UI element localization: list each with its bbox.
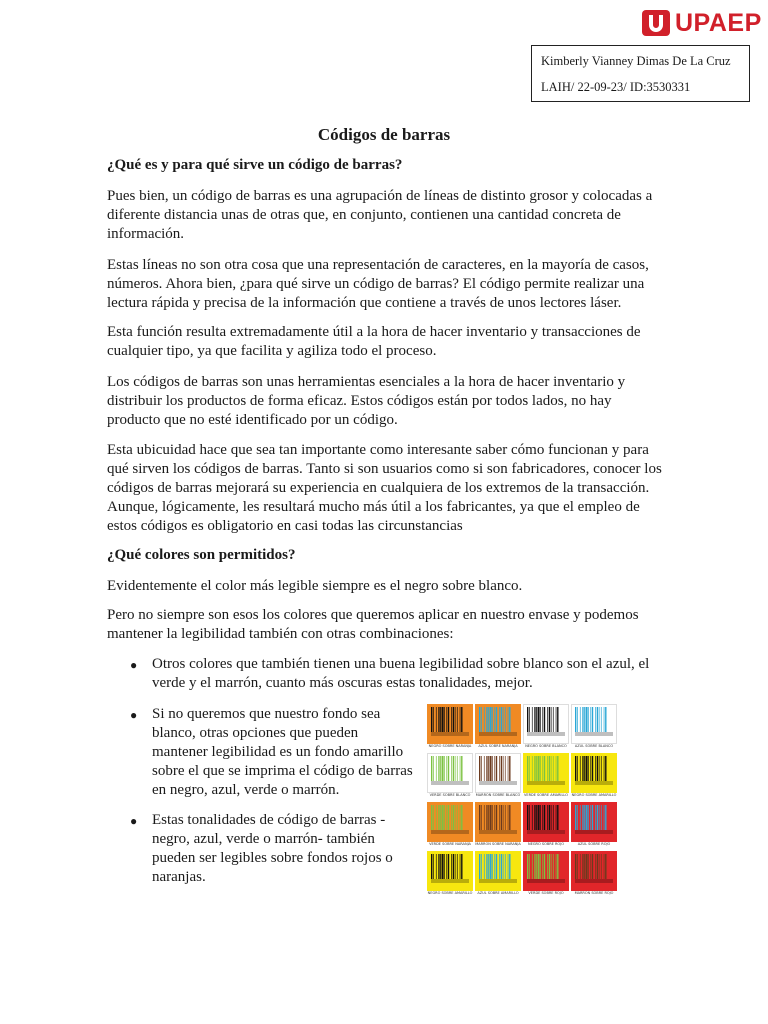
barcode-swatch bbox=[523, 704, 569, 744]
author-name: Kimberly Vianney Dimas De La Cruz bbox=[541, 54, 731, 68]
barcode-sample bbox=[523, 704, 569, 752]
barcode-swatch bbox=[427, 802, 473, 842]
barcode-bars-icon bbox=[527, 854, 565, 879]
barcode-sample bbox=[571, 753, 617, 801]
logo-text: UPAEP bbox=[675, 9, 762, 37]
barcode-sample bbox=[523, 802, 569, 850]
barcode-swatch bbox=[427, 753, 473, 793]
barcode-swatch bbox=[571, 851, 617, 891]
barcode-caption: NEGRO SOBRE ROJO bbox=[528, 842, 564, 846]
barcode-caption: AZUL SOBRE BLANCO bbox=[574, 744, 614, 748]
upaep-u-icon bbox=[642, 10, 670, 36]
barcode-swatch bbox=[523, 851, 569, 891]
barcode-caption: VERDE SOBRE ROJO bbox=[528, 891, 564, 895]
barcode-swatch bbox=[475, 851, 521, 891]
barcode-bars-icon bbox=[527, 707, 565, 732]
barcode-number-strip bbox=[527, 781, 565, 785]
barcode-sample bbox=[427, 704, 473, 752]
bullet-marker: ● bbox=[130, 814, 138, 828]
barcode-bars-icon bbox=[575, 756, 613, 781]
barcode-swatch bbox=[571, 802, 617, 842]
paragraph-1: Pues bien, un código de barras es una agrupación de líneas de distinto grosor y colocadas a diferente distancia unas de otras que, en conjunto, contienen una cantidad concreta de información. bbox=[107, 188, 653, 242]
barcode-number-strip bbox=[527, 830, 565, 834]
barcode-sample bbox=[523, 851, 569, 899]
barcode-number-strip bbox=[431, 781, 469, 785]
upaep-logo bbox=[642, 9, 762, 37]
barcode-swatch bbox=[427, 851, 473, 891]
barcode-bars-icon bbox=[479, 805, 517, 830]
barcode-sample bbox=[475, 704, 521, 752]
section-heading-1: ¿Qué es y para qué sirve un código de barras? bbox=[107, 157, 403, 173]
document-title: Códigos de barras bbox=[317, 125, 451, 144]
barcode-bars-icon bbox=[575, 707, 613, 732]
barcode-sample bbox=[571, 851, 617, 899]
barcode-number-strip bbox=[527, 732, 565, 736]
bullet-item-3: Estas tonalidades de código de barras - negro, azul, verde o marrón- también pueden ser legibles sobre fondos rojos o naranjas. bbox=[152, 812, 393, 885]
barcode-number-strip bbox=[575, 781, 613, 785]
bullet-item-1: Otros colores que también tienen una buena legibilidad sobre blanco son el azul, el verde y el marrón, cuanto más oscuras estas tonalidades, mejor. bbox=[152, 656, 650, 691]
bullet-marker: ● bbox=[130, 658, 138, 672]
barcode-swatch bbox=[475, 704, 521, 744]
author-info-box bbox=[531, 45, 750, 102]
barcode-caption: MARRÓN SOBRE NARANJA bbox=[475, 842, 521, 846]
paragraph-6: Evidentemente el color más legible siempre es el negro sobre blanco. bbox=[107, 578, 523, 594]
barcode-bars-icon bbox=[431, 805, 469, 830]
barcode-sample bbox=[475, 753, 521, 801]
barcode-sample bbox=[427, 753, 473, 801]
barcode-number-strip bbox=[527, 879, 565, 883]
barcode-caption: VERDE SOBRE NARANJA bbox=[429, 842, 471, 846]
barcode-bars-icon bbox=[527, 805, 565, 830]
barcode-bars-icon bbox=[431, 707, 469, 732]
barcode-number-strip bbox=[479, 732, 517, 736]
barcode-caption: VERDE SOBRE AMARILLO bbox=[524, 793, 568, 797]
barcode-caption: AZUL SOBRE ROJO bbox=[577, 842, 611, 846]
barcode-swatch bbox=[523, 802, 569, 842]
barcode-bars-icon bbox=[527, 756, 565, 781]
barcode-caption: NEGRO SOBRE AMARILLO bbox=[571, 793, 617, 797]
barcode-sample bbox=[571, 802, 617, 850]
barcode-sample bbox=[475, 851, 521, 899]
barcode-swatch bbox=[571, 704, 617, 744]
barcode-number-strip bbox=[575, 830, 613, 834]
barcode-swatch bbox=[427, 704, 473, 744]
author-meta: LAIH/ 22-09-23/ ID:3530331 bbox=[541, 80, 691, 94]
barcode-bars-icon bbox=[479, 756, 517, 781]
bullet-item-2: Si no queremos que nuestro fondo sea blanco, otras opciones que pueden mantener legibilidad es un fondo amarillo sobre el que se imprima el código de barras en negro, azul, verde o marrón. bbox=[152, 706, 413, 798]
barcode-bars-icon bbox=[479, 854, 517, 879]
barcode-swatch bbox=[475, 802, 521, 842]
barcode-caption: MARRÓN SOBRE ROJO bbox=[574, 891, 614, 895]
section-heading-2: ¿Qué colores son permitidos? bbox=[107, 547, 296, 563]
paragraph-2: Estas líneas no son otra cosa que una representación de caracteres, en la mayoría de casos, números. Ahora bien, ¿para qué sirve un código de barras? El código permite realizar una lectura rápida y precisa de la información que contiene a través de unos lectores láser. bbox=[107, 257, 649, 311]
barcode-sample bbox=[475, 802, 521, 850]
paragraph-3: Esta función resulta extremadamente útil a la hora de hacer inventario y transacciones de cualquier tipo, ya que facilita y agiliza todo el proceso. bbox=[107, 324, 641, 359]
barcode-bars-icon bbox=[431, 756, 469, 781]
barcode-swatch bbox=[523, 753, 569, 793]
barcode-bars-icon bbox=[575, 805, 613, 830]
paragraph-5: Esta ubicuidad hace que sea tan importante como interesante saber cómo funcionan y para qué sirven los códigos de barras. Tanto si son usuarios como si son fabricadores, conocer los códigos de barras mejorará su experiencia en cualquiera de los extremos de la transacción. Aunque, lógicamente, les resultará mucho más útil a los fabricantes, ya que el empleo de estos códigos es obligatorio en casi todas las circunstancias bbox=[107, 442, 662, 534]
barcode-number-strip bbox=[431, 732, 469, 736]
barcode-bars-icon bbox=[479, 707, 517, 732]
barcode-swatch bbox=[571, 753, 617, 793]
barcode-sample bbox=[427, 802, 473, 850]
barcode-color-combinations-image bbox=[427, 704, 618, 900]
barcode-caption: VERDE SOBRE BLANCO bbox=[429, 793, 471, 797]
barcode-sample bbox=[571, 704, 617, 752]
barcode-swatch bbox=[475, 753, 521, 793]
barcode-caption: AZUL SOBRE NARANJA bbox=[478, 744, 518, 748]
barcode-number-strip bbox=[479, 879, 517, 883]
barcode-caption: NEGRO SOBRE BLANCO bbox=[525, 744, 567, 748]
barcode-number-strip bbox=[479, 830, 517, 834]
barcode-number-strip bbox=[479, 781, 517, 785]
barcode-bars-icon bbox=[431, 854, 469, 879]
barcode-caption: AZUL SOBRE AMARILLO bbox=[477, 891, 519, 895]
bullet-marker: ● bbox=[130, 708, 138, 722]
barcode-number-strip bbox=[575, 879, 613, 883]
barcode-bars-icon bbox=[575, 854, 613, 879]
barcode-sample bbox=[427, 851, 473, 899]
barcode-caption: NEGRO SOBRE AMARILLO bbox=[427, 891, 473, 895]
paragraph-7: Pero no siempre son esos los colores que queremos aplicar en nuestro envase y podemos mantener la legibilidad también con otras combinaciones: bbox=[107, 607, 639, 642]
barcode-caption: NEGRO SOBRE NARANJA bbox=[428, 744, 472, 748]
barcode-number-strip bbox=[431, 879, 469, 883]
barcode-number-strip bbox=[431, 830, 469, 834]
paragraph-4: Los códigos de barras son unas herramientas esenciales a la hora de hacer inventario y distribuir los productos de forma eficaz. Estos códigos están por todos lados, no hay producto que no esté identificado por un código. bbox=[107, 374, 626, 428]
barcode-number-strip bbox=[575, 732, 613, 736]
barcode-caption: MARRÓN SOBRE BLANCO bbox=[475, 793, 521, 797]
barcode-sample bbox=[523, 753, 569, 801]
